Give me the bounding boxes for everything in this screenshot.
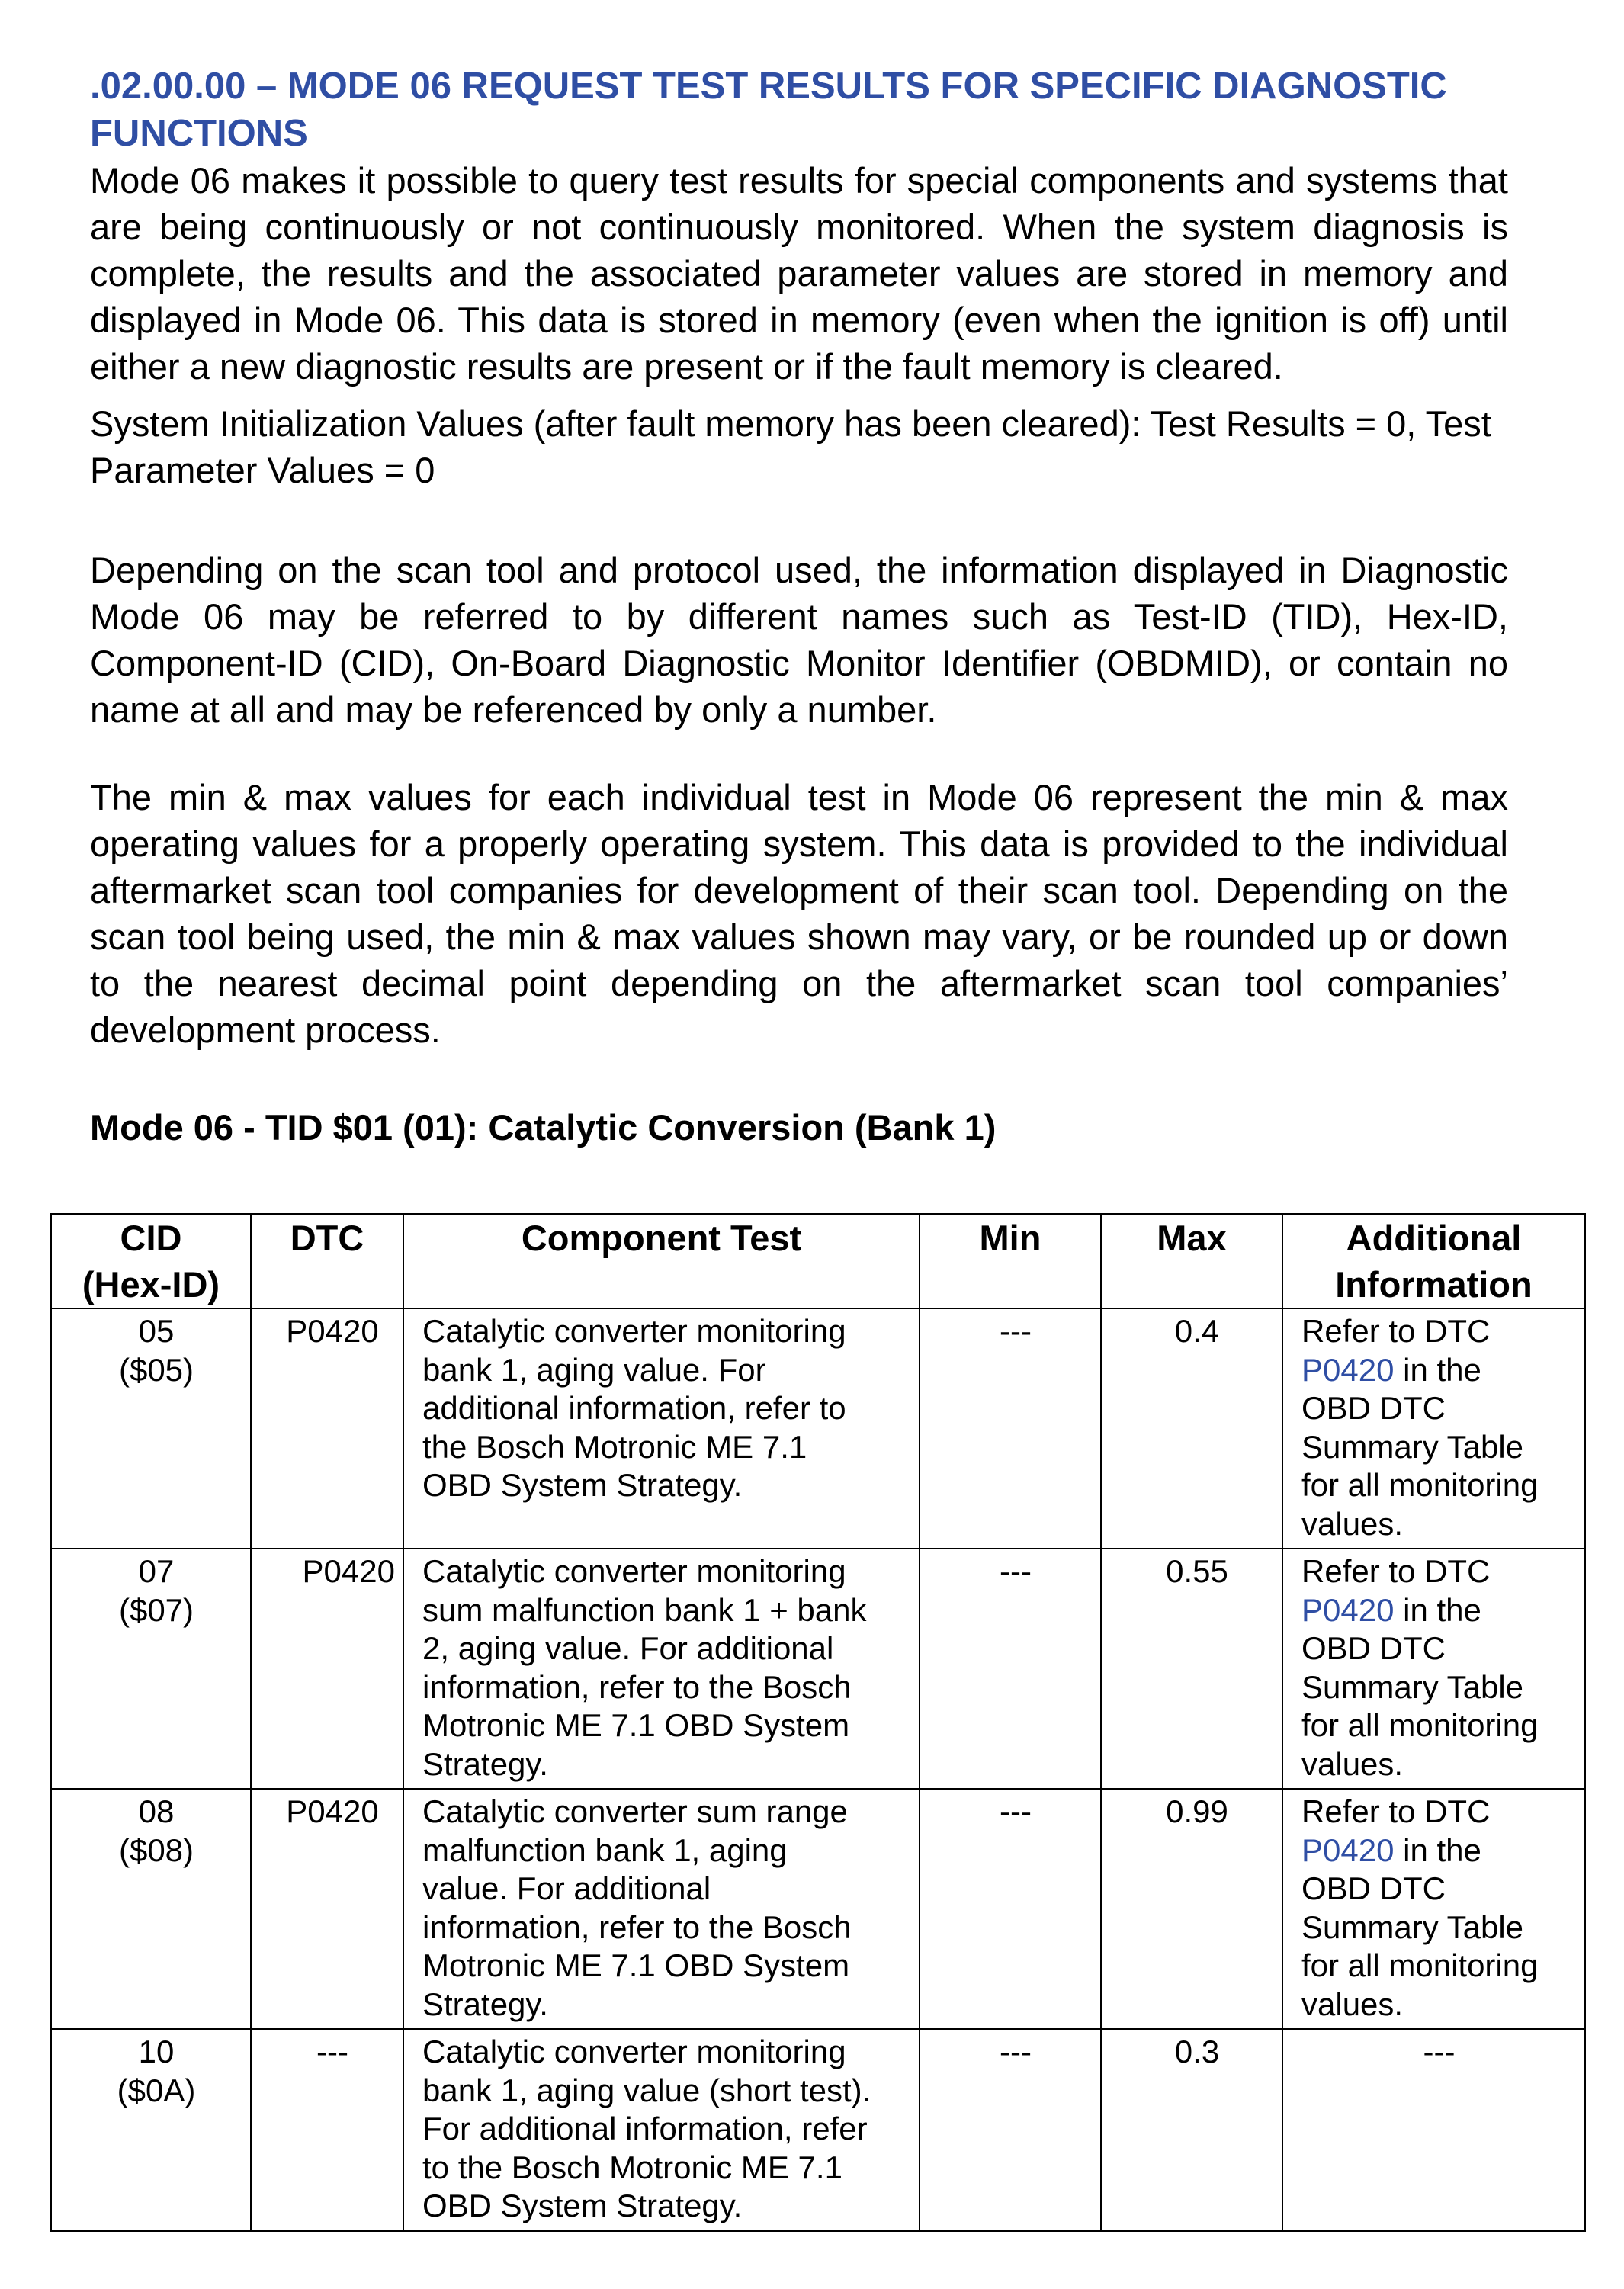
- cell-min: ---: [920, 2029, 1101, 2231]
- cell-cid: 08 ($08): [51, 1789, 251, 2029]
- cell-max: 0.4: [1101, 1308, 1282, 1549]
- dtc-link[interactable]: P0420: [1301, 1351, 1395, 1388]
- header-component-test: Component Test: [403, 1214, 920, 1308]
- cell-max: 0.3: [1101, 2029, 1282, 2231]
- paragraph-naming: Depending on the scan tool and protocol used, the information displayed in Diagnostic Mode 06 may be referred to by different names such as Test-ID (TID), Hex-ID, Component-ID (CID), On-Board Diagnostic Monitor Identifier (OBDMID), or contain no name at all and may be referenced by only a number.: [90, 550, 1508, 730]
- cell-min: ---: [920, 1789, 1101, 2029]
- cell-additional-info: Refer to DTC P0420 in the OBD DTC Summary Table for all monitoring values.: [1282, 1789, 1585, 2029]
- cell-cid: 05 ($05): [51, 1308, 251, 1549]
- table-row: [51, 1549, 1585, 1789]
- cell-cid: 07 ($07): [51, 1549, 251, 1789]
- table-row: [51, 2029, 1585, 2231]
- header-cid: CID (Hex-ID): [51, 1214, 251, 1308]
- cell-min: ---: [920, 1308, 1101, 1549]
- header-additional-information: Additional Information: [1282, 1214, 1585, 1308]
- cell-component-test: Catalytic converter monitoring bank 1, aging value. For additional information, refer to the Bosch Motronic ME 7.1 OBD System Strategy.: [403, 1308, 920, 1549]
- cell-max: 0.55: [1101, 1549, 1282, 1789]
- cell-dtc: P0420: [251, 1789, 403, 2029]
- paragraph-initialization-values: System Initialization Values (after fault memory has been cleared): Test Results = 0, Test Parameter Values = 0: [90, 403, 1491, 490]
- cell-component-test: Catalytic converter monitoring sum malfunction bank 1 + bank 2, aging value. For additional information, refer to the Bosch Motronic ME 7.1 OBD System Strategy.: [403, 1549, 920, 1789]
- cell-min: ---: [920, 1549, 1101, 1789]
- mode06-tid-table: [50, 1213, 1586, 2232]
- document-page: [90, 63, 1508, 1151]
- paragraph-min-max: The min & max values for each individual test in Mode 06 represent the min & max operating values for a properly operating system. This data is provided to the individual aftermarket scan tool companies for development of their scan tool. Depending on the scan tool being used, the min & max values shown may vary, or be rounded up or down to the nearest decimal point depending on the aftermarket scan tool companies’ development process.: [90, 777, 1508, 1050]
- cell-dtc: P0420: [251, 1549, 403, 1789]
- section-heading: .02.00.00 – MODE 06 REQUEST TEST RESULTS FOR SPECIFIC DIAGNOSTIC FUNCTIONS: [90, 66, 1447, 154]
- table-row: [51, 1308, 1585, 1549]
- table-row: [51, 1789, 1585, 2029]
- cell-component-test: Catalytic converter monitoring bank 1, aging value (short test). For additional information, refer to the Bosch Motronic ME 7.1 OBD System Strategy.: [403, 2029, 920, 2231]
- cell-additional-info: Refer to DTC P0420 in the OBD DTC Summary Table for all monitoring values.: [1282, 1549, 1585, 1789]
- cell-additional-info: Refer to DTC P0420 in the OBD DTC Summary Table for all monitoring values.: [1282, 1308, 1585, 1549]
- cell-additional-info: ---: [1282, 2029, 1585, 2231]
- paragraph-mode06-intro: Mode 06 makes it possible to query test results for special components and systems that are being continuously or not continuously monitored. When the system diagnosis is complete, the results and the associated parameter values are stored in memory and displayed in Mode 06. This data is stored in memory (even when the ignition is off) until either a new diagnostic results are present or if the fault memory is cleared.: [90, 160, 1508, 387]
- header-dtc: DTC: [251, 1214, 403, 1308]
- table-header-row: [51, 1214, 1585, 1308]
- header-max: Max: [1101, 1214, 1282, 1308]
- cell-dtc: ---: [251, 2029, 403, 2231]
- cell-dtc: P0420: [251, 1308, 403, 1549]
- dtc-link[interactable]: P0420: [1301, 1591, 1395, 1628]
- header-min: Min: [920, 1214, 1101, 1308]
- cell-max: 0.99: [1101, 1789, 1282, 2029]
- cell-component-test: Catalytic converter sum range malfunction bank 1, aging value. For additional information, refer to the Bosch Motronic ME 7.1 OBD System Strategy.: [403, 1789, 920, 2029]
- cell-cid: 10 ($0A): [51, 2029, 251, 2231]
- dtc-link[interactable]: P0420: [1301, 1832, 1395, 1868]
- table-caption: Mode 06 - TID $01 (01): Catalytic Conversion (Bank 1): [90, 1107, 997, 1148]
